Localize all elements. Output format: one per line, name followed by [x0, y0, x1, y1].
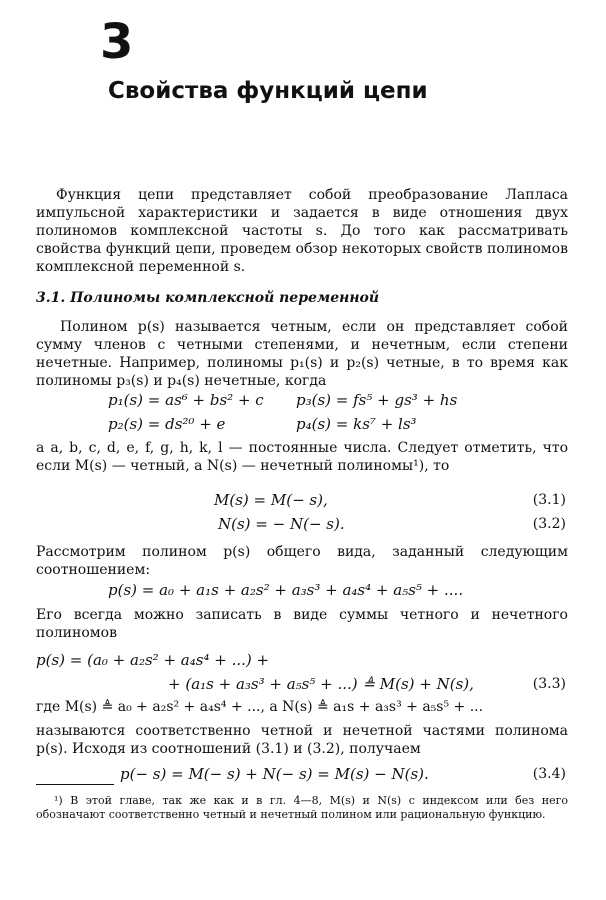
footnote: ¹) В этой главе, так же как и в гл. 4—8, M(s) и N(s) с индексом или без него обозначают соответственно четный и нечетный полином или рациональную функцию. — [36, 794, 568, 821]
equation-p4: p₄(s) = ks⁷ + ls³ — [296, 415, 417, 433]
paragraph-constants: а a, b, c, d, e, f, g, h, k, l — постоянные числа. Следует отметить, что если M(s) — четный, а N(s) — нечетный полиномы¹), то — [36, 440, 568, 474]
equation-p1: p₁(s) = as⁶ + bs² + c — [108, 391, 264, 409]
chapter-title: Свойства функций цепи — [108, 78, 428, 104]
equation-number-3-2: (3.2) — [532, 516, 566, 532]
chapter-number: 3 — [100, 14, 134, 70]
equation-p3: p₃(s) = fs⁵ + gs³ + hs — [296, 391, 458, 409]
equation-3-3-line2: + (a₁s + a₃s³ + a₅s⁵ + ...) ≜ M(s) + N(s), — [168, 675, 474, 693]
equation-3-3-line1: p(s) = (a₀ + a₂s² + a₄s⁴ + ...) + — [36, 651, 270, 669]
equation-general-polynomial: p(s) = a₀ + a₁s + a₂s² + a₃s³ + a₄s⁴ + a₅s⁵ + .... — [108, 581, 464, 599]
equation-number-3-1: (3.1) — [532, 492, 566, 508]
where-line: где M(s) ≜ a₀ + a₂s² + a₄s⁴ + ..., а N(s) ≜ a₁s + a₃s³ + a₅s⁵ + ... — [36, 699, 484, 715]
equation-p2: p₂(s) = ds²⁰ + e — [108, 415, 226, 433]
section-heading: 3.1. Полиномы комплексной переменной — [36, 290, 380, 306]
paragraph-parts: называются соответственно четной и нечетной частями полинома p(s). Исходя из соотношений (3.1) и (3.2), получаем — [36, 723, 568, 757]
paragraph-general-polynomial: Рассмотрим полином p(s) общего вида, заданный следующим соотношением: — [36, 544, 568, 578]
paragraph-sum: Его всегда можно записать в виде суммы четного и нечетного полиномов — [36, 607, 568, 641]
equation-3-1: M(s) = M(− s), — [214, 491, 328, 509]
equation-3-2: N(s) = − N(− s). — [218, 515, 345, 533]
paragraph-even-odd: Полином p(s) называется четным, если он представляет собой сумму членов с четными степенями, и нечетным, если степени нечетные. Например, полиномы p₁(s) и p₂(s) четные, в то время как полиномы p₃(s) и p₄(s) нечетные, когда — [36, 319, 568, 389]
equation-number-3-3: (3.3) — [532, 676, 566, 692]
equation-3-4: p(− s) = M(− s) + N(− s) = M(s) − N(s). — [120, 765, 429, 783]
footnote-rule — [36, 784, 114, 785]
equation-number-3-4: (3.4) — [532, 766, 566, 782]
intro-paragraph: Функция цепи представляет собой преобразование Лапласа импульсной характеристики и задается в виде отношения двух полиномов комплексной частоты s. До того как рассматривать свойства функций цепи, проведем обзор некоторых свойств полиномов комплексной переменной s. — [36, 187, 568, 275]
